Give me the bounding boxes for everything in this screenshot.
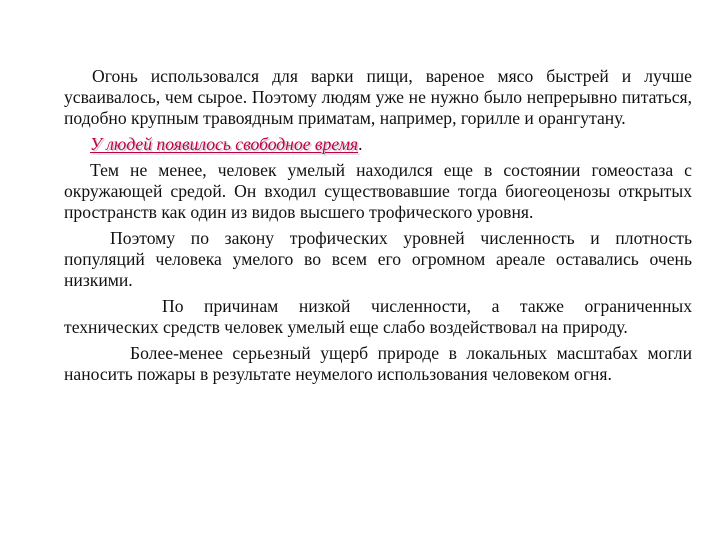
emphasis-suffix: .: [358, 134, 363, 154]
emphasis-line: [64, 134, 692, 155]
paragraph-homeostasis-text: Тем не менее, человек умелый находился еще в состоянии гомеостаза с окружающей средой. Он входил существовавшие тогда биогеоценозы открытых пространств как один из видов высшего трофического уровня.: [64, 160, 692, 222]
paragraph-fires-text: Более-менее серьезный ущерб природе в локальных масштабах могли наносить пожары в результате неумелого использования человеком огня.: [64, 343, 692, 384]
paragraph-trophic-levels-text: Поэтому по закону трофических уровней численность и плотность популяций человека умелого во всем его огромном ареале оставались очень низкими.: [64, 228, 692, 290]
emphasis-free-time: У людей появилось свободное время: [90, 134, 359, 154]
paragraph-fires: [64, 343, 692, 385]
paragraph-low-numbers: [64, 296, 692, 338]
paragraph-low-numbers-text: По причинам низкой численности, а также ограниченных технических средств человек умелый еще слабо воздействовал на природу.: [64, 296, 692, 337]
paragraph-homeostasis: [64, 160, 692, 223]
slide-text-body: [64, 66, 692, 390]
paragraph-trophic-levels: [64, 228, 692, 291]
paragraph-cooking-text: Огонь использовался для варки пищи, вареное мясо быстрей и лучше усваивалось, чем сырое. Поэтому людям уже не нужно было непрерывно питаться, подобно крупным травоядным приматам, например, горилле и орангутану.: [64, 66, 692, 128]
paragraph-cooking: [64, 66, 692, 129]
